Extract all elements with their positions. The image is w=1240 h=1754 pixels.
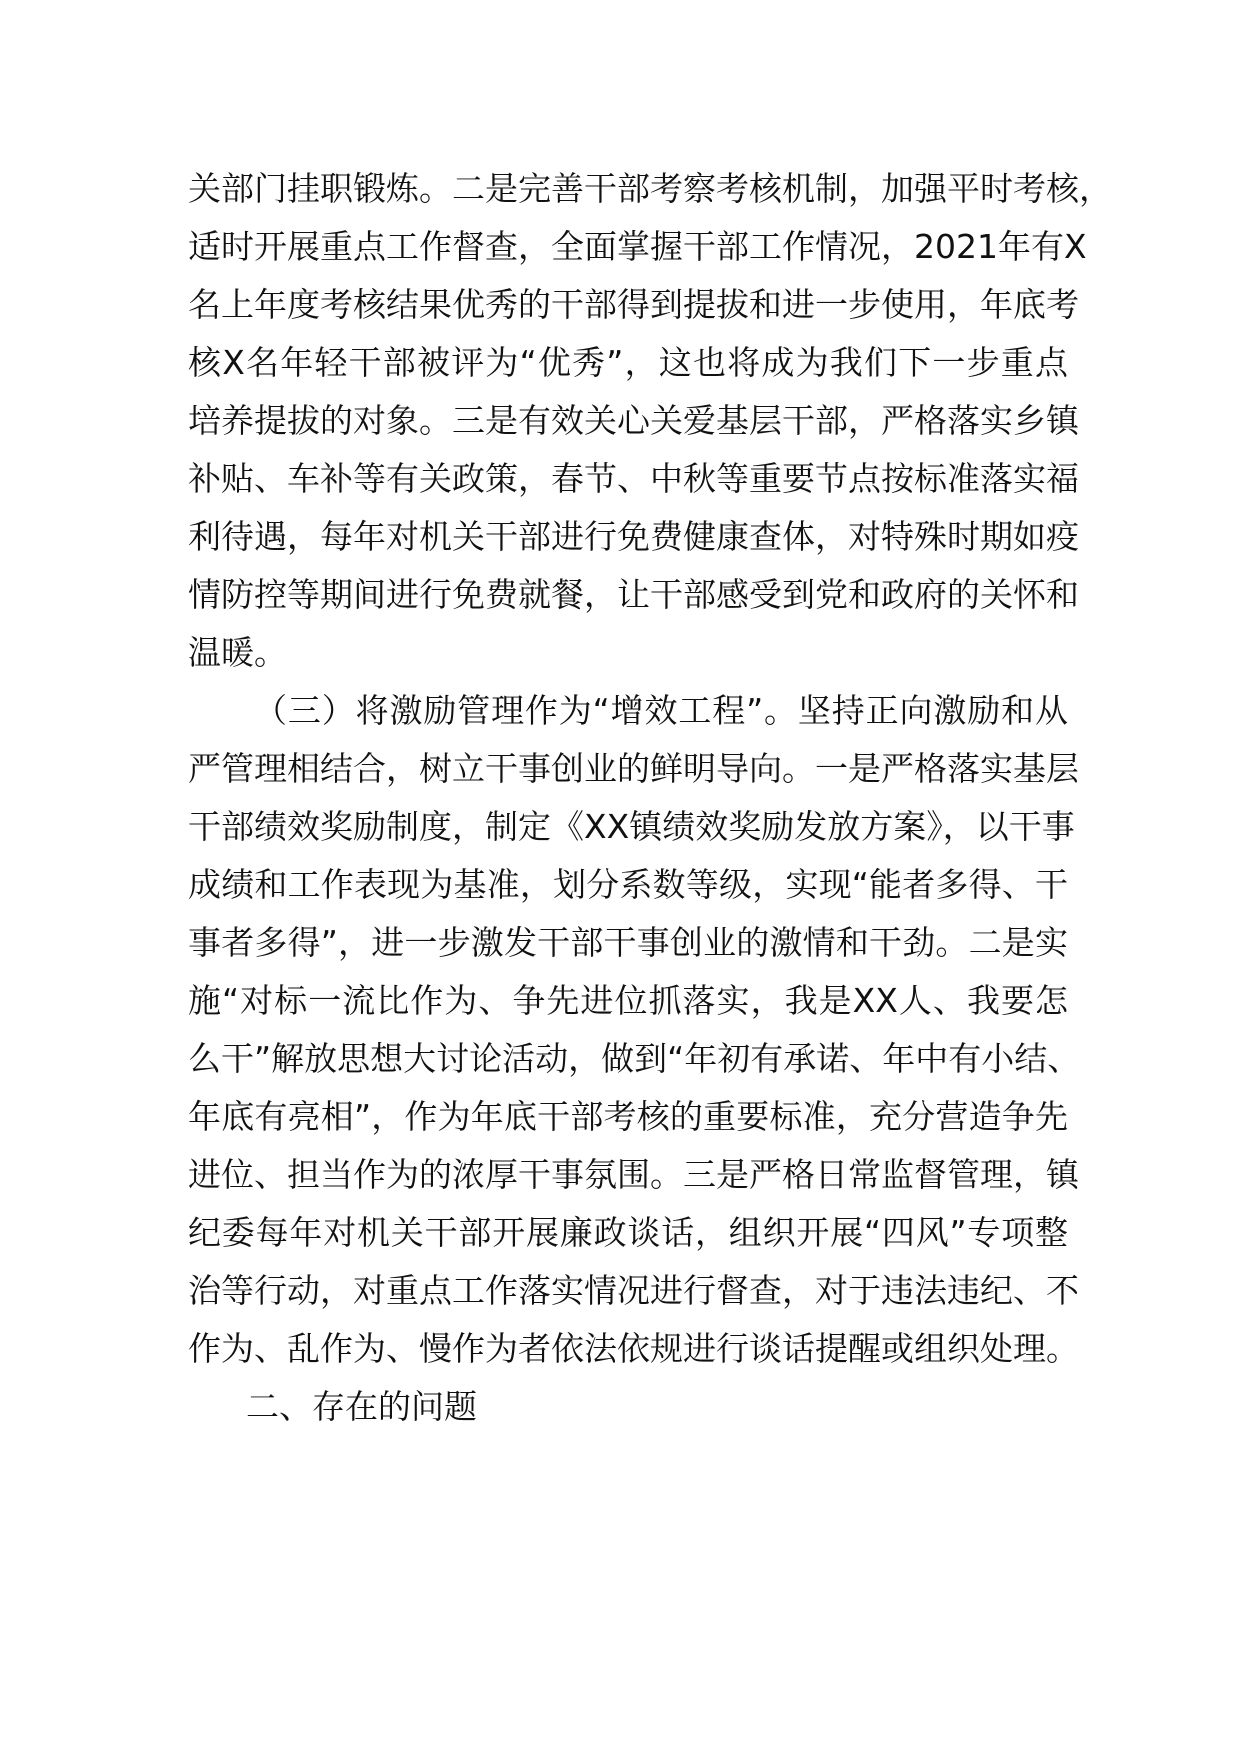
text-line-16: 么干”解放思想大讨论活动，做到“年初有承诺、年中有小结、 (188, 1039, 1081, 1078)
text-line-15: 施“对标一流比作为、争先进位抓落实，我是XX人、我要怎 (188, 981, 1068, 1020)
text-line-6: 补贴、车补等有关政策，春节、中秋等重要节点按标准落实福 (188, 459, 1079, 498)
section-heading-three: （三）将激励管理作为“增效工程”。坚持正向激励和从 (254, 691, 1068, 730)
text-line-11: 严管理相结合，树立干事创业的鲜明导向。一是严格落实基层 (188, 749, 1079, 788)
text-line-17: 年底有亮相”，作为年底干部考核的重要标准，充分营造争先 (188, 1097, 1068, 1136)
text-line-12: 干部绩效奖励制度，制定《XX镇绩效奖励发放方案》，以干事 (188, 807, 1075, 846)
text-line-19: 纪委每年对机关干部开展廉政谈话，组织开展“四风”专项整 (188, 1213, 1068, 1252)
text-line-2: 适时开展重点工作督查，全面掌握干部工作情况，2021年有X (188, 227, 1087, 266)
text-line-1: 关部门挂职锻炼。二是完善干部考察考核机制，加强平时考核， (188, 169, 1112, 208)
text-line-9: 温暖。 (188, 633, 287, 672)
text-line-21: 作为、乱作为、慢作为者依法依规进行谈话提醒或组织处理。 (188, 1329, 1079, 1368)
text-line-20: 治等行动，对重点工作落实情况进行督查，对于违法违纪、不 (188, 1271, 1079, 1310)
text-line-3: 名上年度考核结果优秀的干部得到提拔和进一步使用，年底考 (188, 285, 1079, 324)
text-line-18: 进位、担当作为的浓厚干事氛围。三是严格日常监督管理，镇 (188, 1155, 1079, 1194)
text-line-4: 核X名年轻干部被评为“优秀”，这也将成为我们下一步重点 (188, 343, 1068, 382)
text-line-13: 成绩和工作表现为基准，划分系数等级，实现“能者多得、干 (188, 865, 1068, 904)
section-heading-problems: 二、存在的问题 (246, 1387, 477, 1426)
text-line-8: 情防控等期间进行免费就餐，让干部感受到党和政府的关怀和 (188, 575, 1079, 614)
text-line-5: 培养提拔的对象。三是有效关心关爱基层干部，严格落实乡镇 (188, 401, 1079, 440)
text-line-7: 利待遇，每年对机关干部进行免费健康查体，对特殊时期如疫 (188, 517, 1079, 556)
text-line-14: 事者多得”，进一步激发干部干事创业的激情和干劲。二是实 (188, 923, 1068, 962)
